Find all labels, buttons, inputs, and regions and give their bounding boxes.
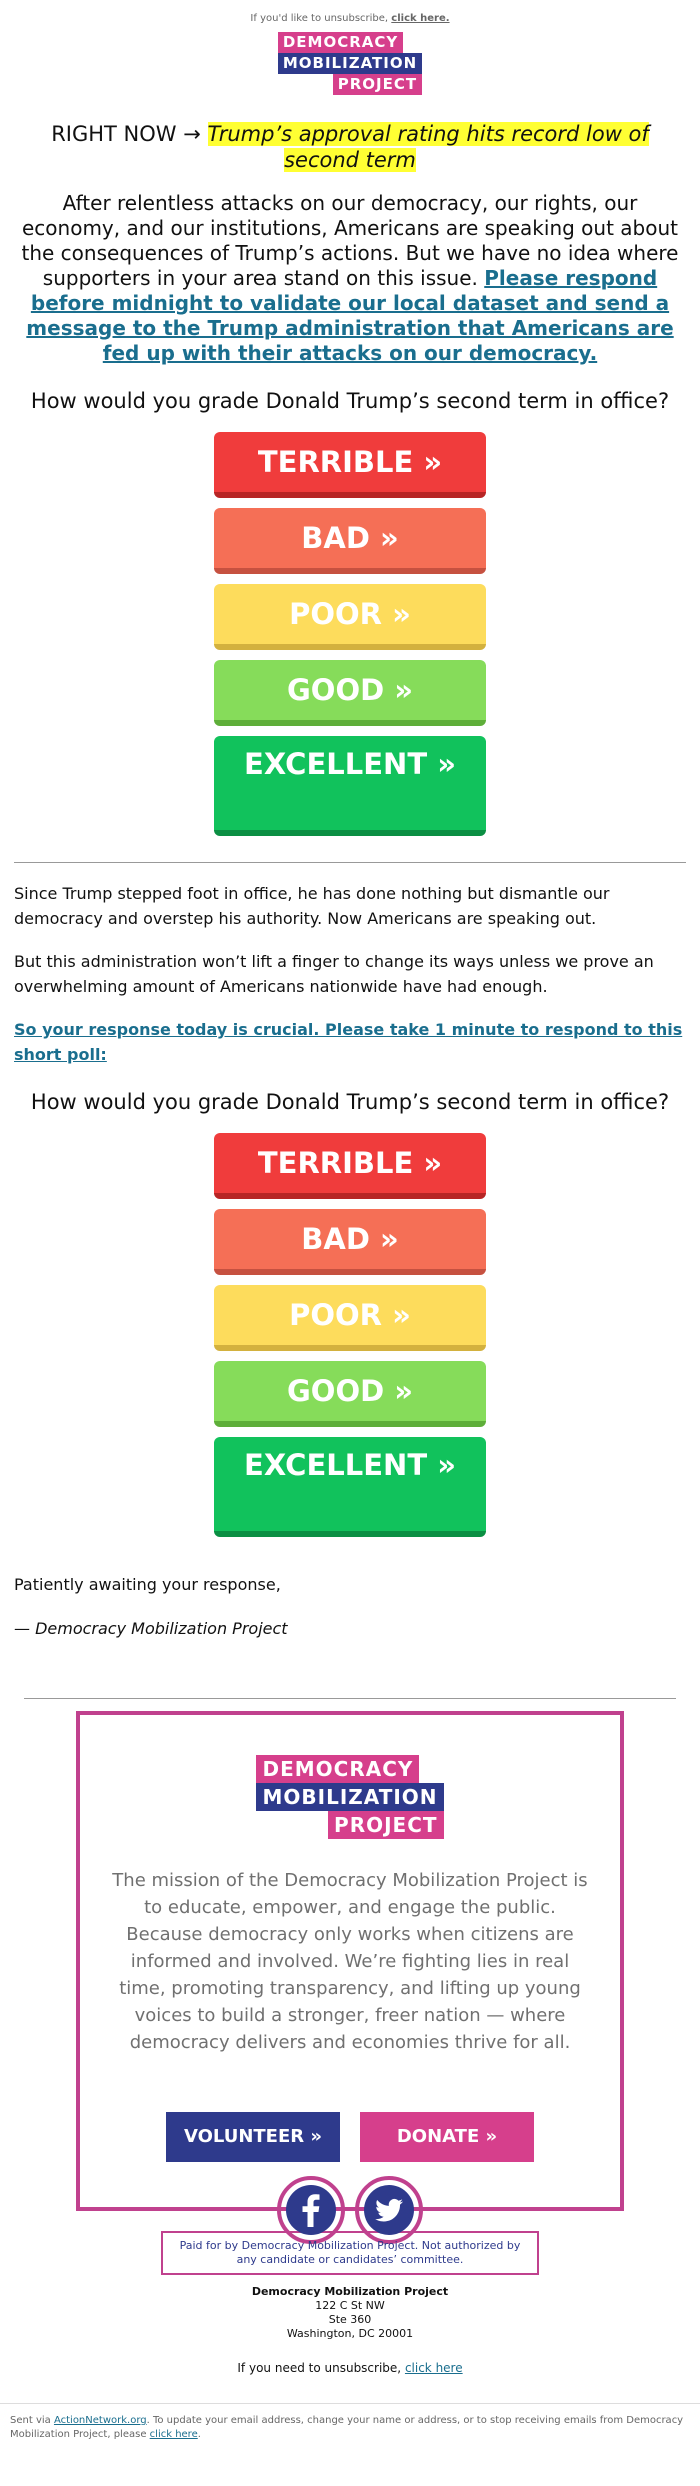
vote-bad-button[interactable]: BAD » xyxy=(214,1209,486,1275)
vote-excellent-button[interactable]: EXCELLENT » xyxy=(214,736,486,836)
paid-for-disclaimer: Paid for by Democracy Mobilization Project. Not authorized by any candidate or candidates’ committee. xyxy=(161,2231,539,2275)
body-paragraph-3 xyxy=(14,1017,686,1067)
header-logo[interactable] xyxy=(278,32,422,95)
twitter-link[interactable] xyxy=(355,2176,423,2244)
vote-excellent-button[interactable]: EXCELLENT » xyxy=(214,1437,486,1537)
vote-terrible-button[interactable]: TERRIBLE » xyxy=(214,432,486,498)
sent-prefix: Sent via xyxy=(10,2415,54,2426)
headline xyxy=(40,121,660,173)
update-preferences-link[interactable]: click here xyxy=(149,2429,198,2440)
body-paragraph-1: Since Trump stepped foot in office, he has done nothing but dismantle our democracy and overstep his authority. Now Americans are speaking out. xyxy=(14,884,610,928)
actionnetwork-link[interactable]: ActionNetwork.org xyxy=(53,2415,147,2426)
facebook-icon xyxy=(285,2184,337,2236)
footer-box xyxy=(76,1711,624,2211)
poll-question-2: How would you grade Donald Trump’s second term in office? xyxy=(30,1090,670,1114)
footer-logo[interactable] xyxy=(256,1755,443,1839)
signature: — Democracy Mobilization Project xyxy=(14,1619,288,1638)
logo-line-3: PROJECT xyxy=(328,1811,443,1839)
logo-line-1: DEMOCRACY xyxy=(256,1755,419,1783)
top-unsubscribe xyxy=(0,0,700,26)
headline-highlight: Trump’s approval rating hits record low of second term xyxy=(207,122,649,172)
logo-line-3: PROJECT xyxy=(333,74,422,95)
mission-statement: The mission of the Democracy Mobilization Project is to educate, empower, and engage the public. Because democracy only works when citizens are informed and involved. We’re fighting lies in real time, promoting transparency, and lifting up young voices to build a stronger, freer nation — where democracy delivers and economies thrive for all. xyxy=(112,1870,588,2053)
address-org: Democracy Mobilization Project xyxy=(251,2285,449,2298)
poll-question-1: How would you grade Donald Trump’s second term in office? xyxy=(30,389,670,413)
poll-buttons-2 xyxy=(0,1133,700,1547)
address-line-3: Washington, DC 20001 xyxy=(286,2327,414,2340)
mailing-address xyxy=(0,2285,700,2341)
vote-terrible-button[interactable]: TERRIBLE » xyxy=(214,1133,486,1199)
donate-button[interactable]: DONATE » xyxy=(360,2112,534,2162)
vote-good-button[interactable]: GOOD » xyxy=(214,1361,486,1427)
bottom-unsubscribe-link[interactable]: click here xyxy=(404,2361,463,2375)
logo-line-1: DEMOCRACY xyxy=(278,32,403,53)
poll-buttons-1 xyxy=(0,432,700,846)
facebook-link[interactable] xyxy=(277,2176,345,2244)
body-paragraph-2: But this administration won’t lift a finger to change its ways unless we prove an overwhelming amount of Americans nationwide have had enough. xyxy=(14,952,654,996)
twitter-icon xyxy=(363,2184,415,2236)
vote-bad-button[interactable]: BAD » xyxy=(214,508,486,574)
intro-text: After relentless attacks on our democracy, our rights, our economy, and our institutions, Americans are speaking out about the consequences of Trump’s actions. But we have no idea where supporters in your area stand on this issue. xyxy=(21,191,679,290)
footer-divider xyxy=(24,1698,676,1699)
intro-paragraph xyxy=(18,191,682,366)
sent-middle: . To update your email address, change your name or address, or to stop receiving emails from Democracy Mobilization Project, please xyxy=(10,2415,684,2440)
address-line-2: Ste 360 xyxy=(328,2313,372,2326)
sent-via-footer xyxy=(0,2403,700,2442)
logo-line-2: MOBILIZATION xyxy=(256,1783,443,1811)
vote-poor-button[interactable]: POOR » xyxy=(214,1285,486,1351)
address-line-1: 122 C St NW xyxy=(315,2299,385,2312)
top-unsubscribe-text: If you'd like to unsubscribe, xyxy=(250,13,392,24)
vote-good-button[interactable]: GOOD » xyxy=(214,660,486,726)
headline-prefix: RIGHT NOW → xyxy=(51,122,208,146)
bottom-unsubscribe-text: If you need to unsubscribe, xyxy=(237,2361,405,2375)
top-unsubscribe-link[interactable]: click here. xyxy=(391,13,450,24)
header-logo-wrap xyxy=(0,32,700,95)
section-divider xyxy=(14,862,686,863)
sent-suffix: . xyxy=(197,2429,201,2440)
poll-cta-link[interactable]: So your response today is crucial. Please take 1 minute to respond to this short poll: xyxy=(14,1020,683,1064)
intro-link[interactable]: Please respond before midnight to validate our local dataset and send a message to the Trump administration that Americans are fed up with their attacks on our democracy. xyxy=(26,266,674,365)
cta-row xyxy=(110,2112,590,2162)
vote-poor-button[interactable]: POOR » xyxy=(214,584,486,650)
volunteer-button[interactable]: VOLUNTEER » xyxy=(166,2112,340,2162)
signoff: Patiently awaiting your response, xyxy=(14,1575,281,1594)
logo-line-2: MOBILIZATION xyxy=(278,53,422,74)
bottom-unsubscribe xyxy=(0,2361,700,2375)
